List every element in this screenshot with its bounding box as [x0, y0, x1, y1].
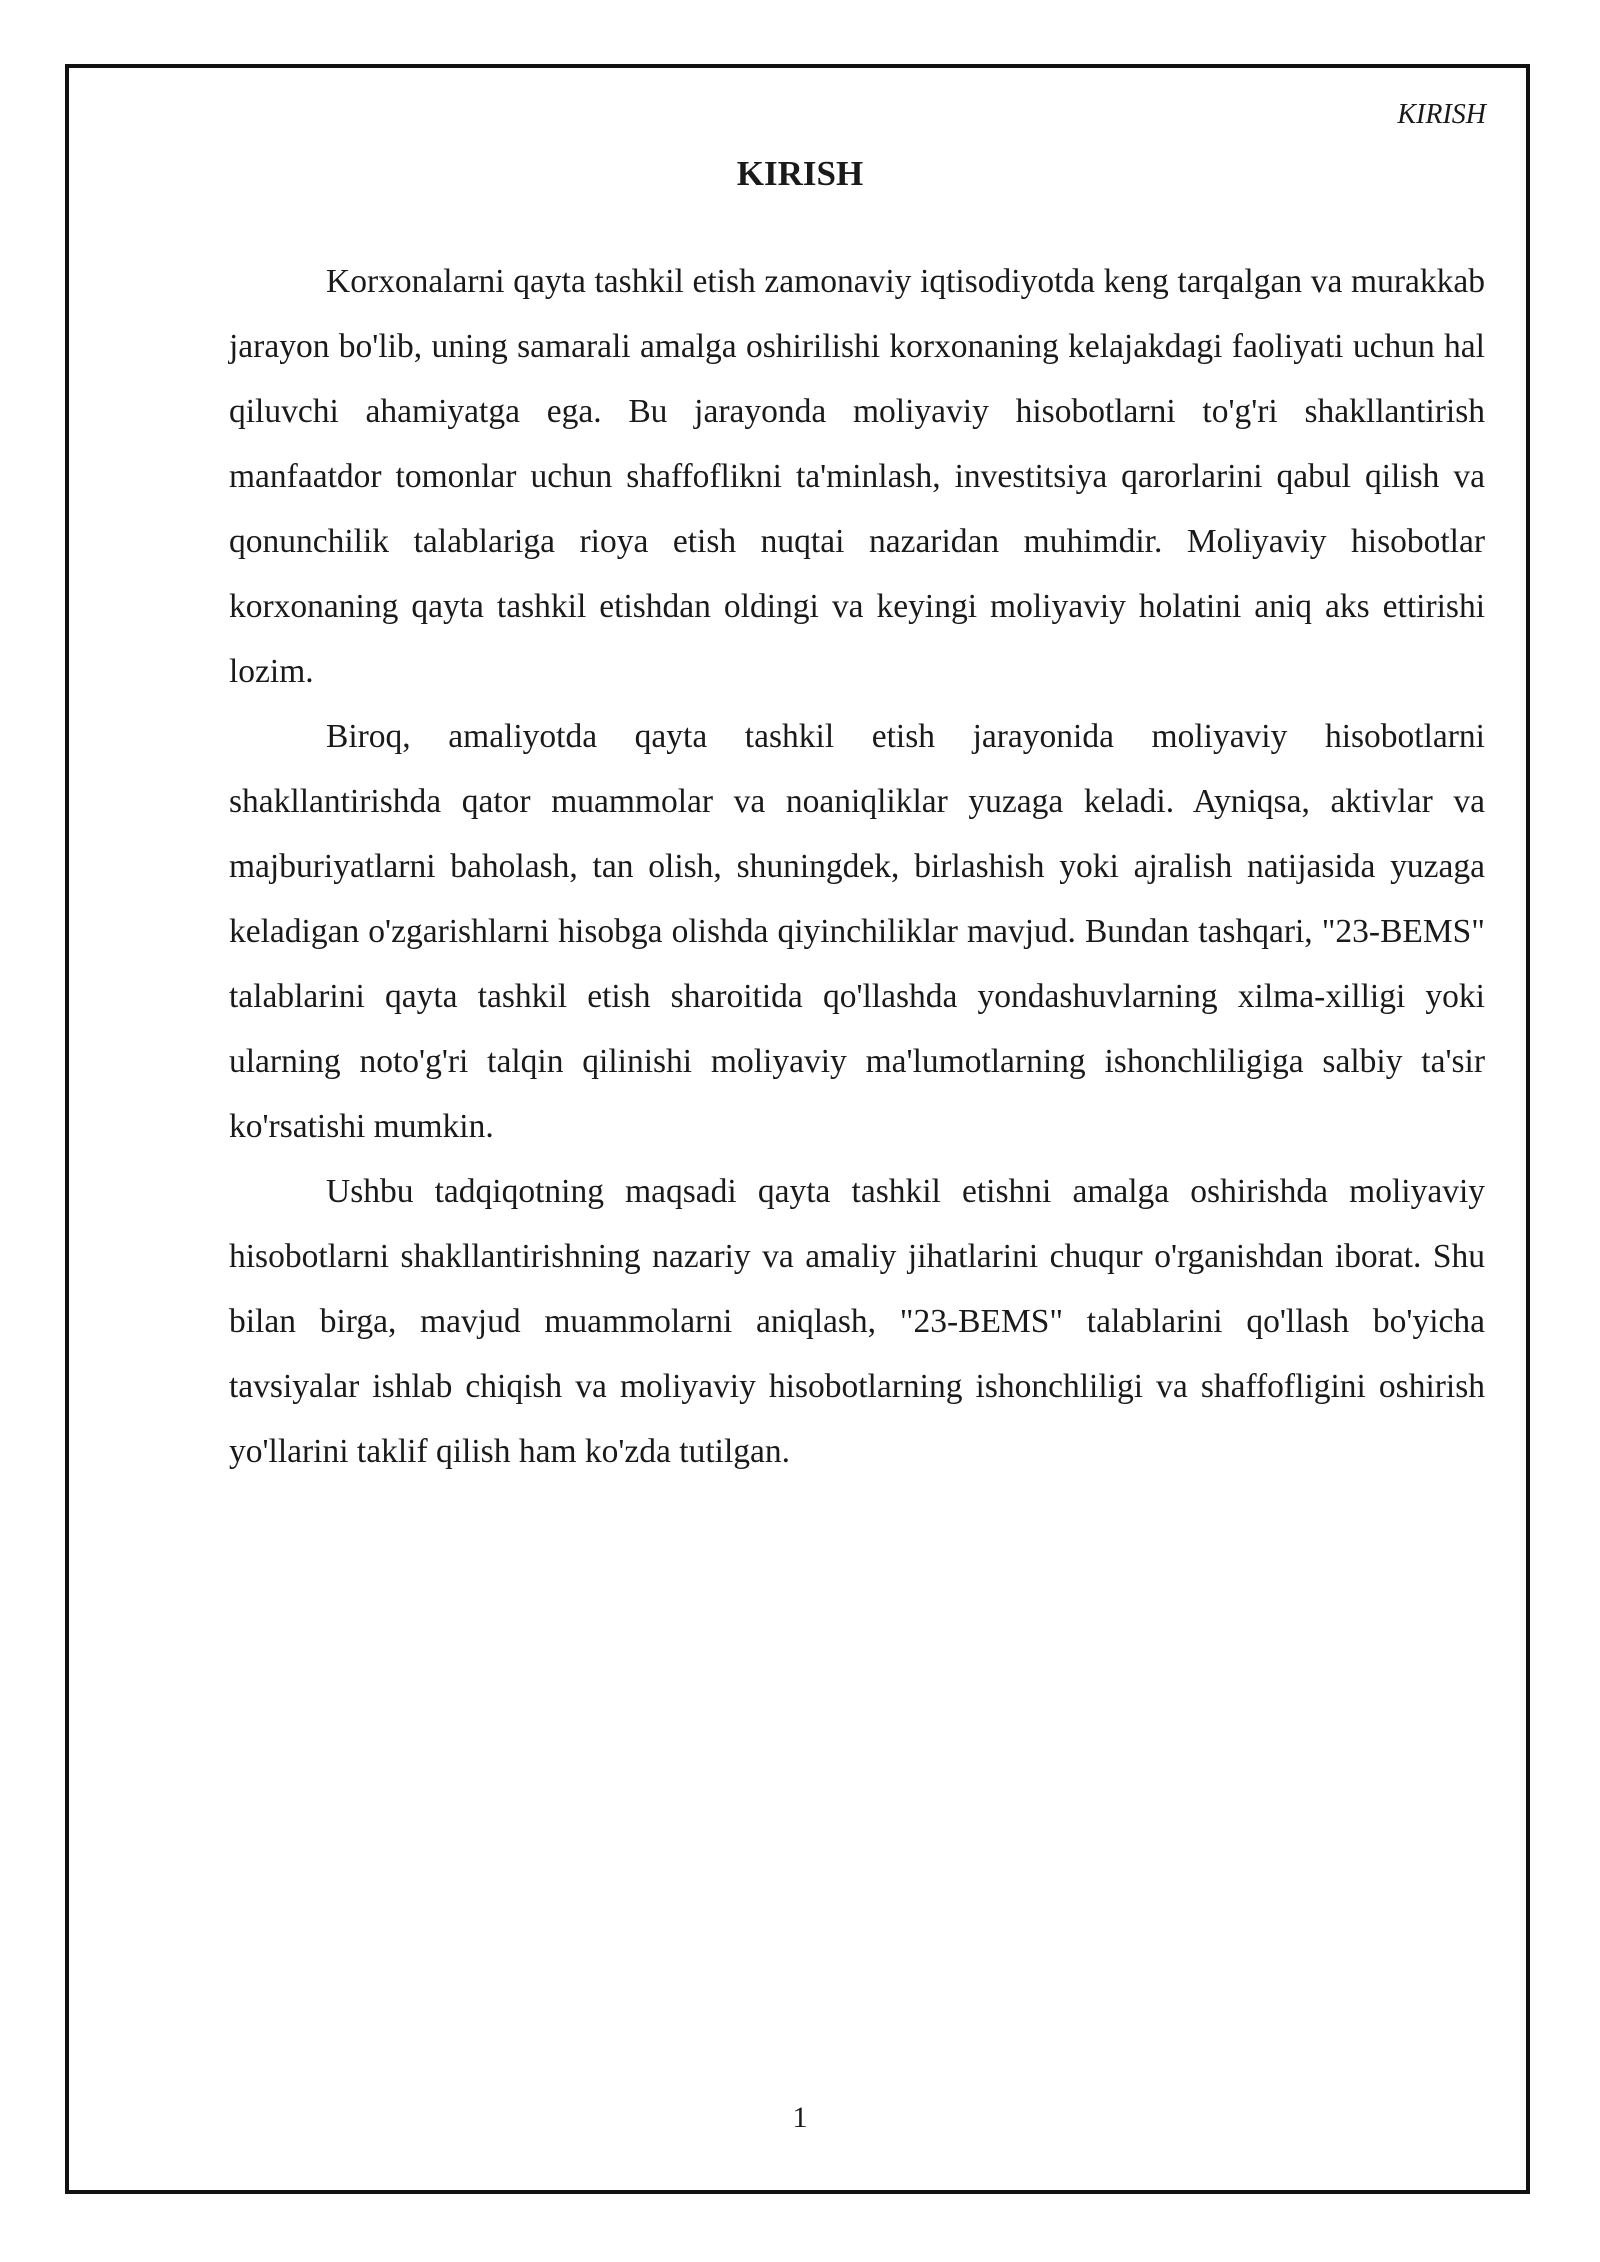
page-number: 1 [792, 2101, 808, 2134]
running-header: KIRISH [1397, 99, 1486, 130]
page-title: KIRISH [736, 154, 864, 193]
paragraph-3: Ushbu tadqiqotning maqsadi qayta tashkil etishni amalga oshirishda moliyaviy hisobotlarni shakllantirishning nazariy va amaliy jihatlarini chuqur o'rganishdan iborat. Shu bilan birga, mavjud muammolarni aniqlash, "23-BEMS" talablarini qo'llash bo'yicha tavsiyalar ishlab chiqish va moliyaviy hisobotlarning ishonchliligi va shaffofligini oshirish yo'llarini taklif qilish ham ko'zda tutilgan. [229, 1173, 1485, 1470]
document-body [229, 249, 1485, 1484]
paragraph-1: Korxonalarni qayta tashkil etish zamonaviy iqtisodiyotda keng tarqalgan va murakkab jarayon bo'lib, uning samarali amalga oshirilishi korxonaning kelajakdagi faoliyati uchun hal qiluvchi ahamiyatga ega. Bu jarayonda moliyaviy hisobotlarni to'g'ri shakllantirish manfaatdor tomonlar uchun shaffoflikni ta'minlash, investitsiya qarorlarini qabul qilish va qonunchilik talablariga rioya etish nuqtai nazaridan muhimdir. Moliyaviy hisobotlar korxonaning qayta tashkil etishdan oldingi va keyingi moliyaviy holatini aniq aks ettirishi lozim. [229, 263, 1485, 690]
paragraph-2: Biroq, amaliyotda qayta tashkil etish jarayonida moliyaviy hisobotlarni shakllantirishda qator muammolar va noaniqliklar yuzaga keladi. Ayniqsa, aktivlar va majburiyatlarni baholash, tan olish, shuningdek, birlashish yoki ajralish natijasida yuzaga keladigan o'zgarishlarni hisobga olishda qiyinchiliklar mavjud. Bundan tashqari, "23-BEMS" talablarini qayta tashkil etish sharoitida qo'llashda yondashuvlarning xilma-xilligi yoki ularning noto'g'ri talqin qilinishi moliyaviy ma'lumotlarning ishonchliligiga salbiy ta'sir ko'rsatishi mumkin. [229, 718, 1485, 1145]
